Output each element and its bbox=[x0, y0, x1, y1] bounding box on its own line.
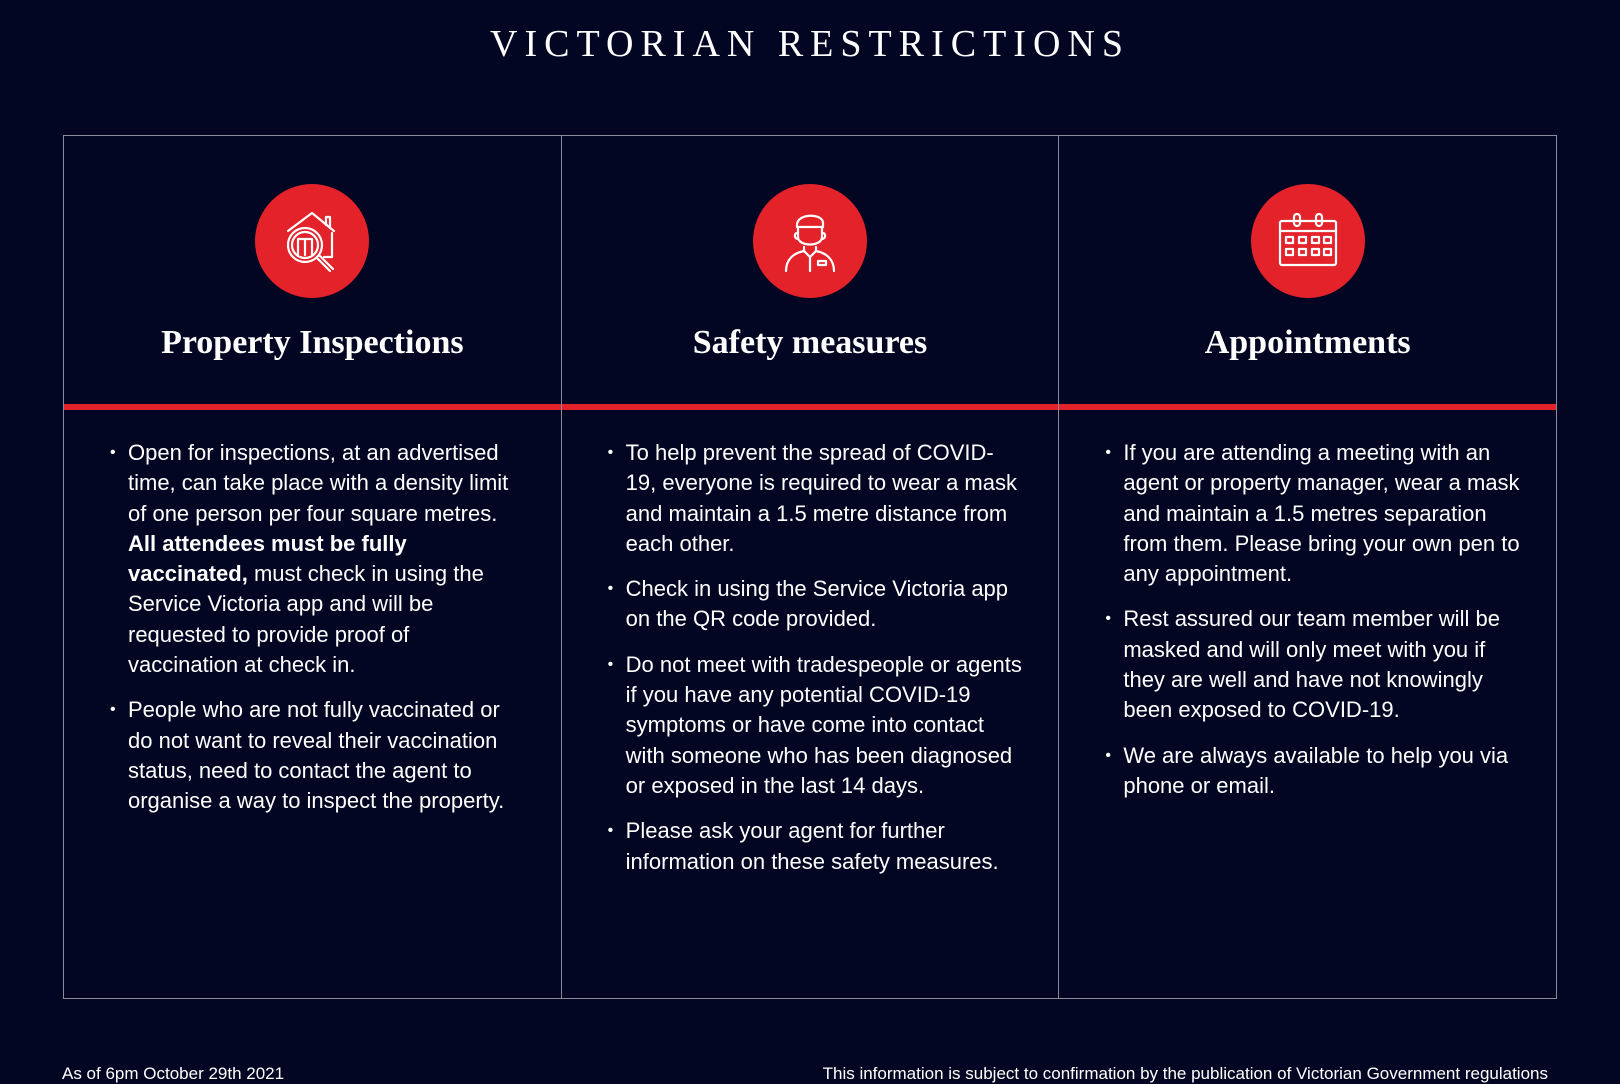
list-item: • Please ask your agent for further information on these safety measures. bbox=[608, 816, 1023, 877]
panel-heading: Safety measures bbox=[692, 324, 928, 361]
panel-appointments bbox=[1058, 136, 1556, 998]
list-item: • To help prevent the spread of COVID-19, everyone is required to wear a mask and maintain a 1.5 metre distance from each other. bbox=[608, 438, 1023, 559]
panel-header bbox=[562, 136, 1059, 410]
calendar-icon bbox=[1251, 184, 1365, 298]
page-title: VICTORIAN RESTRICTIONS bbox=[490, 23, 1130, 65]
person-agent-icon bbox=[753, 184, 867, 298]
list-item: • Rest assured our team member will be masked and will only meet with you if they are well and have not knowingly been exposed to COVID-19. bbox=[1105, 604, 1520, 725]
panel-safety-measures bbox=[561, 136, 1059, 998]
footer-disclaimer: This information is subject to confirmation by the publication of Victorian Government regulations bbox=[822, 1064, 1548, 1083]
list-item: • We are always available to help you via phone or email. bbox=[1105, 741, 1520, 802]
list-item: • If you are attending a meeting with an agent or property manager, wear a mask and maintain a 1.5 metres separation from them. Please bring your own pen to any appointment. bbox=[1105, 438, 1520, 589]
panel-header bbox=[1059, 136, 1556, 410]
bullet-list bbox=[1059, 438, 1556, 816]
panel-header bbox=[64, 136, 561, 410]
panel-property-inspections bbox=[64, 136, 561, 998]
bullet-list bbox=[562, 438, 1059, 892]
list-item: • Open for inspections, at an advertised time, can take place with a density limit of one person per four square metres. All attendees must be fully vaccinated, must check in using the Service Victoria app and will be requested to provide proof of vaccination at check in. bbox=[110, 438, 525, 680]
panel-heading: Appointments bbox=[1204, 324, 1411, 361]
footer-date: As of 6pm October 29th 2021 bbox=[62, 1064, 285, 1083]
list-item: • Do not meet with tradespeople or agents if you have any potential COVID-19 symptoms or have come into contact with someone who has been diagnosed or exposed in the last 14 days. bbox=[608, 650, 1023, 801]
restrictions-grid bbox=[63, 135, 1557, 999]
list-item: • People who are not fully vaccinated or do not want to reveal their vaccination status, need to contact the agent to organise a way to inspect the property. bbox=[110, 695, 525, 816]
bullet-list bbox=[64, 438, 561, 832]
house-search-icon bbox=[255, 184, 369, 298]
list-item: • Check in using the Service Victoria app on the QR code provided. bbox=[608, 574, 1023, 635]
panel-heading: Property Inspections bbox=[161, 324, 464, 361]
